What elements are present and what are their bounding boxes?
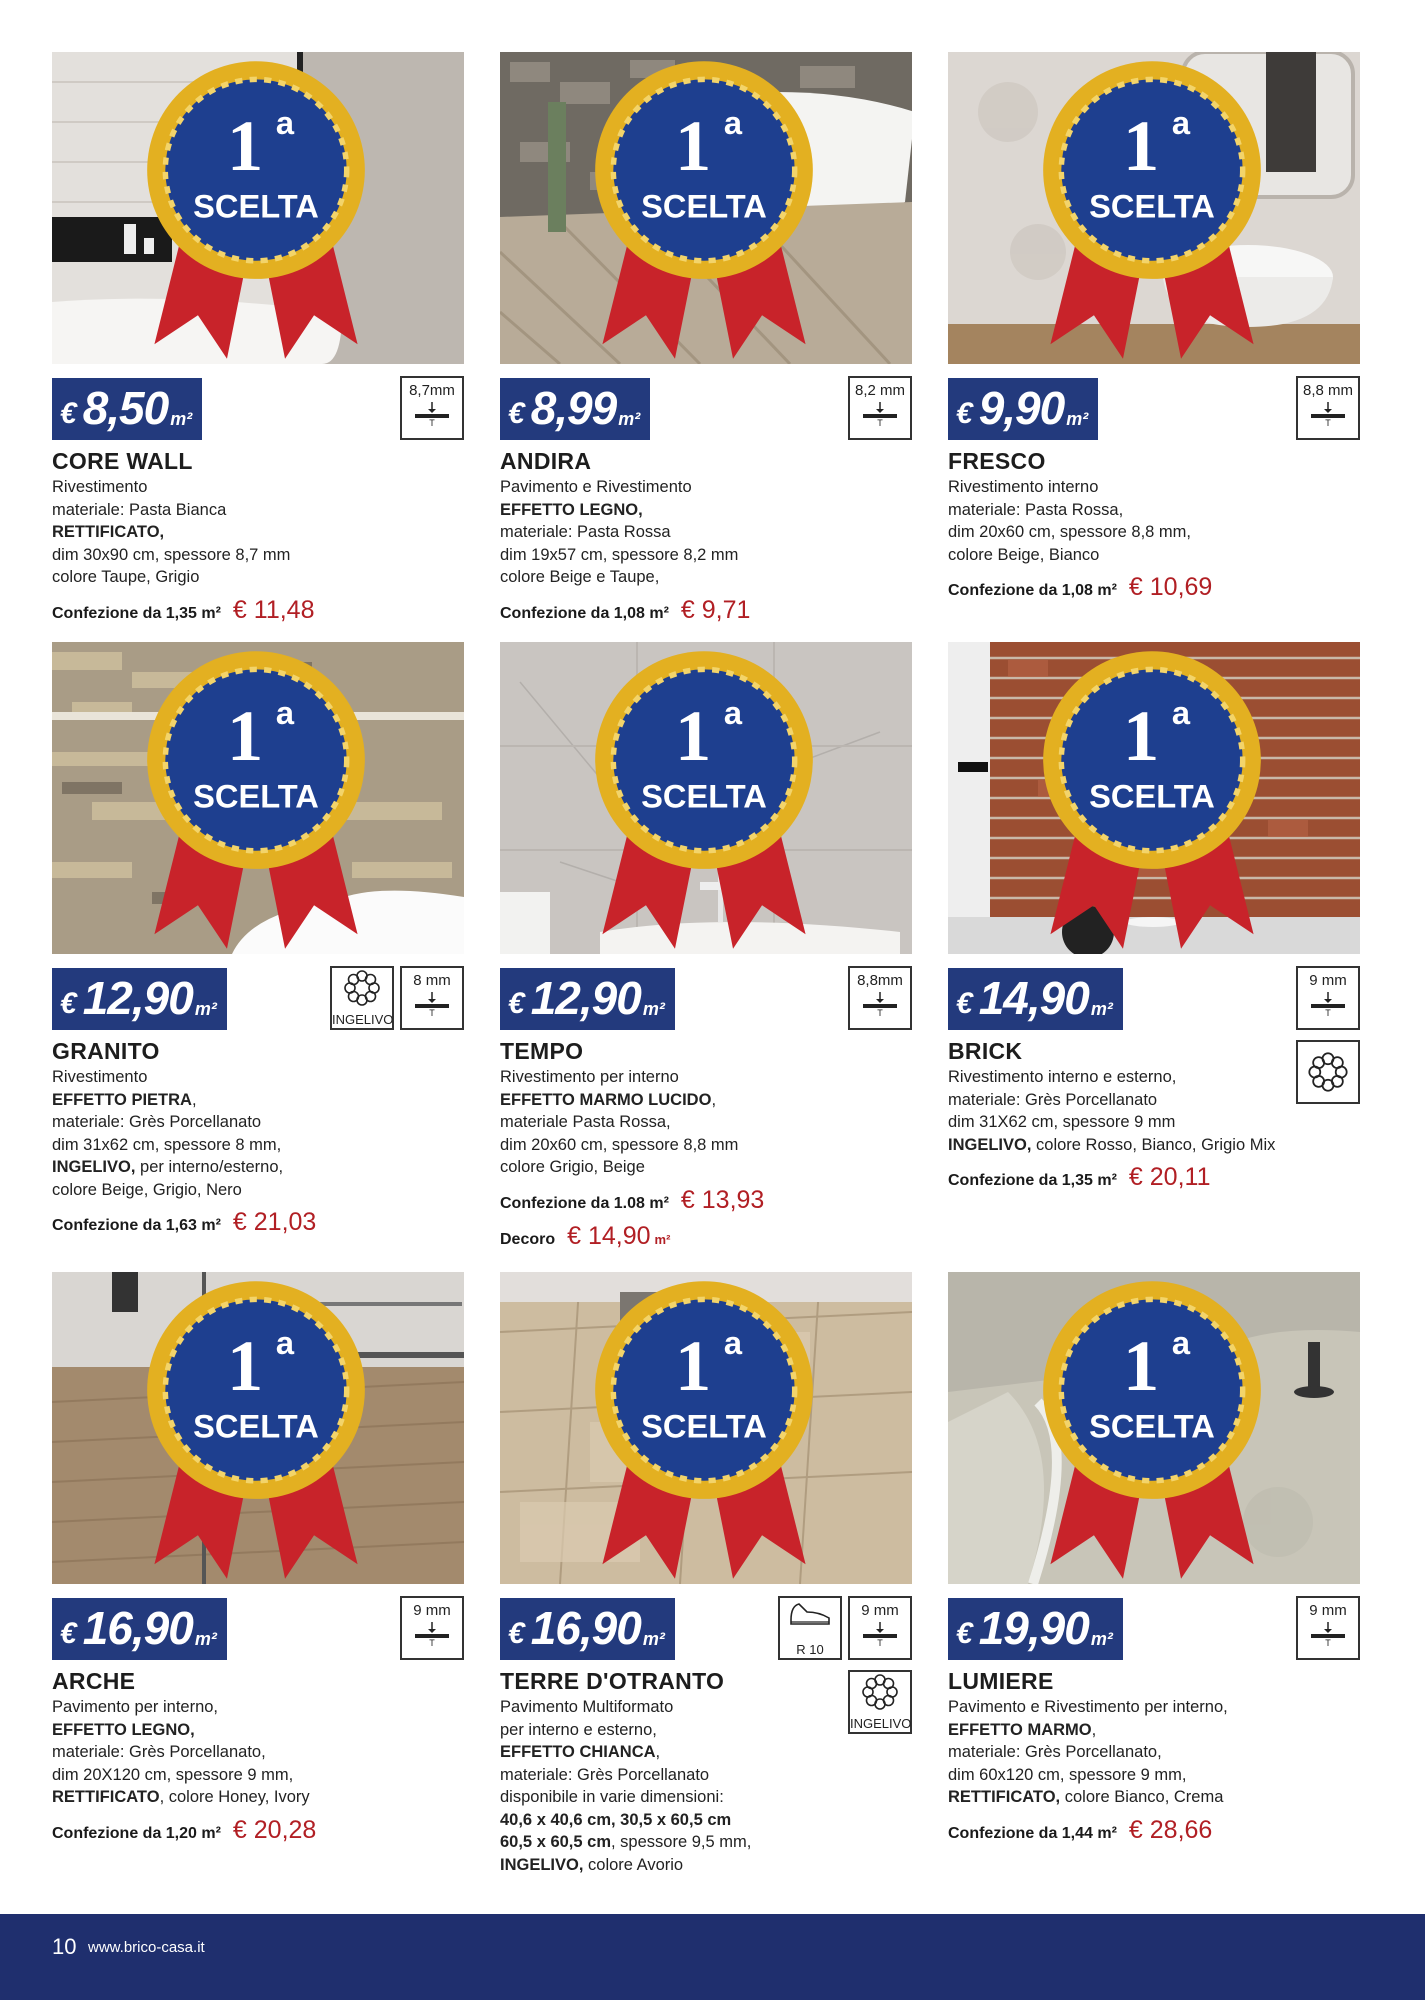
- price-amount: 16,90: [82, 1602, 193, 1654]
- thickness-value: 8,7mm: [409, 382, 455, 399]
- description-line: dim 20x60 cm, spessore 8,8 mm,: [948, 523, 1192, 541]
- svg-text:a: a: [723, 103, 743, 141]
- thickness-badge: [848, 966, 912, 1030]
- thickness-value: 8,8mm: [857, 972, 903, 989]
- thickness-badge: [400, 376, 464, 440]
- svg-text:SCELTA: SCELTA: [193, 777, 319, 815]
- price-tag: [500, 968, 675, 1030]
- description-line: Rivestimento: [52, 1068, 148, 1086]
- package-price: [52, 595, 464, 626]
- package-price: [500, 595, 912, 626]
- product-description: [500, 476, 912, 625]
- svg-text:a: a: [723, 1323, 743, 1361]
- package-price-value: € 9,71: [680, 595, 751, 624]
- package-label: Confezione da 1,44 m²: [948, 1824, 1117, 1842]
- thickness-arrow-icon: [861, 992, 899, 1016]
- thickness-badge: [848, 1596, 912, 1660]
- svg-text:a: a: [275, 1323, 295, 1361]
- package-label: Confezione da 1,08 m²: [948, 582, 1117, 599]
- price-unit: m²: [1066, 409, 1089, 429]
- price-amount: 8,50: [82, 382, 169, 434]
- description-line: materiale: Pasta Rossa,: [948, 500, 1124, 519]
- product-card-tempo[interactable]: [500, 642, 912, 1250]
- product-name: FRESCO: [948, 448, 1046, 474]
- price-amount: 8,99: [530, 382, 617, 434]
- product-description: [52, 476, 464, 625]
- thickness-value: 9 mm: [1309, 1602, 1347, 1619]
- package-price: [52, 1208, 464, 1238]
- price-unit: m²: [1090, 999, 1113, 1019]
- thickness-badge: [1296, 376, 1360, 440]
- product-name: ARCHE: [52, 1668, 136, 1694]
- product-description: [948, 1696, 1360, 1845]
- svg-text:1: 1: [674, 105, 712, 187]
- svg-text:SCELTA: SCELTA: [641, 777, 767, 815]
- product-description: [52, 1066, 464, 1238]
- price-unit: m²: [1090, 1629, 1113, 1649]
- price-amount: 9,90: [978, 382, 1065, 434]
- svg-text:SCELTA: SCELTA: [1089, 777, 1215, 815]
- spec-icons: [1296, 1596, 1360, 1660]
- first-choice-rosette-icon: [948, 54, 1358, 364]
- description-line: disponibile in varie dimensioni:: [500, 1788, 724, 1806]
- thickness-value: 9 mm: [861, 1602, 899, 1619]
- product-name: ANDIRA: [500, 448, 592, 474]
- description-line: RETTIFICATO, colore Bianco, Crema: [948, 1788, 1224, 1806]
- package-price: [500, 1185, 912, 1216]
- price-amount: 19,90: [978, 1602, 1089, 1654]
- product-photo[interactable]: [500, 52, 912, 364]
- svg-text:SCELTA: SCELTA: [641, 1407, 767, 1445]
- price-tag: [948, 1598, 1123, 1660]
- price-unit: m²: [642, 1629, 665, 1649]
- product-description: [52, 1696, 464, 1845]
- package-price-value: € 20,11: [1128, 1163, 1211, 1191]
- price-currency: €: [956, 1617, 973, 1650]
- svg-text:T: T: [877, 1008, 883, 1016]
- product-name: TERRE D'OTRANTO: [500, 1668, 725, 1694]
- description-line: colore Taupe, Grigio: [52, 568, 200, 586]
- price-unit: m²: [618, 409, 641, 429]
- product-card-arche[interactable]: [52, 1272, 464, 1872]
- description-line: EFFETTO LEGNO,: [52, 1720, 195, 1739]
- spec-icons: [848, 966, 912, 1030]
- thickness-badge: [400, 966, 464, 1030]
- svg-text:1: 1: [226, 1325, 264, 1407]
- description-line: materiale: Grès Porcellanato,: [948, 1743, 1162, 1761]
- frost-resistant-icon: [342, 968, 382, 1008]
- first-choice-rosette-icon: [948, 1274, 1358, 1584]
- svg-text:SCELTA: SCELTA: [641, 187, 767, 225]
- package-price-value: € 13,93: [680, 1185, 765, 1214]
- description-line: EFFETTO CHIANCA,: [500, 1743, 661, 1761]
- product-name: TEMPO: [500, 1038, 584, 1064]
- price-tag: [52, 1598, 227, 1660]
- price-unit: m²: [170, 409, 193, 429]
- anti-slip-shoe-icon: [787, 1598, 833, 1628]
- spec-icons: [400, 1596, 464, 1660]
- price-currency: €: [60, 987, 77, 1020]
- package-price: [948, 1815, 1360, 1846]
- spec-icons: [778, 1596, 912, 1660]
- thickness-arrow-icon: [413, 402, 451, 426]
- svg-text:T: T: [1325, 1638, 1331, 1646]
- price-amount: 12,90: [530, 972, 641, 1024]
- package-label: Decoro: [500, 1231, 556, 1248]
- spec-icons: [848, 376, 912, 440]
- thickness-badge: [1296, 966, 1360, 1030]
- description-line: dim 31X62 cm, spessore 9 mm: [948, 1113, 1176, 1131]
- package-price: [948, 1163, 1360, 1193]
- description-line: RETTIFICATO, colore Honey, Ivory: [52, 1788, 310, 1806]
- product-description: [948, 476, 1360, 603]
- price-tag: [52, 378, 202, 440]
- package-price-value: € 11,48: [232, 595, 315, 624]
- svg-text:T: T: [877, 1638, 883, 1646]
- svg-text:1: 1: [674, 695, 712, 777]
- description-line: Pavimento per interno,: [52, 1698, 219, 1716]
- product-photo[interactable]: [500, 1272, 912, 1584]
- package-price-value: € 28,66: [1128, 1815, 1213, 1844]
- price-amount: 12,90: [82, 972, 193, 1024]
- product-card-andira[interactable]: [500, 52, 912, 652]
- product-card-core-wall[interactable]: [52, 52, 464, 652]
- svg-text:a: a: [1171, 103, 1191, 141]
- svg-text:T: T: [877, 418, 883, 426]
- product-card-lumiere[interactable]: [948, 1272, 1360, 1872]
- description-line: materiale: Grès Porcellanato: [52, 1113, 262, 1131]
- description-line: colore Beige, Grigio, Nero: [52, 1180, 242, 1199]
- first-choice-rosette-icon: [500, 644, 910, 954]
- package-label: Confezione da 1,35 m²: [948, 1172, 1117, 1189]
- description-line: Pavimento e Rivestimento per interno,: [948, 1698, 1228, 1716]
- thickness-value: 8,2 mm: [854, 382, 905, 399]
- package-price: [500, 1222, 912, 1252]
- price-currency: €: [956, 397, 973, 430]
- description-line: RETTIFICATO,: [52, 523, 165, 541]
- package-price: [52, 1815, 464, 1846]
- description-line: dim 19x57 cm, spessore 8,2 mm: [500, 545, 739, 564]
- description-line: materiale: Grès Porcellanato: [500, 1765, 710, 1784]
- package-label: Confezione da 1.08 m²: [500, 1194, 669, 1212]
- description-line: materiale: Grès Porcellanato: [948, 1090, 1158, 1109]
- thickness-value: 9 mm: [413, 1602, 451, 1619]
- price-tag: [500, 378, 650, 440]
- product-card-granito[interactable]: [52, 642, 464, 1242]
- shoe-label: R 10: [796, 1642, 824, 1657]
- thickness-value: 8 mm: [413, 972, 451, 989]
- price-currency: €: [956, 987, 973, 1020]
- product-card-terre-dotranto[interactable]: [500, 1272, 912, 1872]
- svg-text:T: T: [1325, 1008, 1331, 1016]
- thickness-arrow-icon: [861, 402, 899, 426]
- product-name: CORE WALL: [52, 448, 193, 474]
- price-tag: [948, 968, 1123, 1030]
- package-label: Confezione da 1,08 m²: [500, 604, 669, 622]
- thickness-arrow-icon: [1309, 1622, 1347, 1646]
- description-line: colore Beige, Bianco: [948, 545, 1100, 564]
- footer-url[interactable]: www.brico-casa.it: [88, 1939, 205, 1956]
- thickness-arrow-icon: [861, 1622, 899, 1646]
- svg-text:a: a: [275, 103, 295, 141]
- svg-text:a: a: [1171, 693, 1191, 731]
- thickness-arrow-icon: [1309, 992, 1347, 1016]
- description-line: materiale: Grès Porcellanato,: [52, 1743, 266, 1761]
- thickness-value: 9 mm: [1309, 972, 1347, 989]
- description-line: EFFETTO PIETRA,: [52, 1090, 197, 1109]
- description-line: INGELIVO, colore Rosso, Bianco, Grigio Mix: [948, 1135, 1276, 1154]
- price-tag: [500, 1598, 675, 1660]
- spec-icons: [1296, 376, 1360, 440]
- thickness-badge: [848, 376, 912, 440]
- thickness-arrow-icon: [413, 1622, 451, 1646]
- svg-text:SCELTA: SCELTA: [193, 1407, 319, 1445]
- svg-text:SCELTA: SCELTA: [1089, 187, 1215, 225]
- thickness-value: 8,8 mm: [1302, 382, 1353, 399]
- thickness-badge: [400, 1596, 464, 1660]
- ingelivo-badge: [330, 966, 394, 1030]
- first-choice-rosette-icon: [948, 644, 1358, 954]
- svg-text:1: 1: [226, 105, 264, 187]
- price-tag: [52, 968, 227, 1030]
- price-amount: 14,90: [978, 972, 1089, 1024]
- price-tag: [948, 378, 1098, 440]
- svg-text:1: 1: [1122, 1325, 1160, 1407]
- description-line: EFFETTO LEGNO,: [500, 500, 643, 519]
- description-line: dim 30x90 cm, spessore 8,7 mm: [52, 545, 291, 564]
- package-price-unit: m²: [654, 1232, 671, 1247]
- thickness-arrow-icon: [413, 992, 451, 1016]
- price-amount: 16,90: [530, 1602, 641, 1654]
- description-line: colore Grigio, Beige: [500, 1158, 645, 1176]
- description-line: 40,6 x 40,6 cm, 30,5 x 60,5 cm: [500, 1810, 732, 1829]
- product-description: [948, 1066, 1360, 1193]
- description-line: Rivestimento per interno: [500, 1068, 679, 1086]
- description-line: materiale: Pasta Rossa: [500, 523, 671, 541]
- first-choice-rosette-icon: [500, 1274, 910, 1584]
- first-choice-rosette-icon: [52, 1274, 462, 1584]
- product-photo[interactable]: [52, 52, 464, 364]
- ingelivo-label: INGELIVO: [850, 1716, 912, 1731]
- price-unit: m²: [642, 999, 665, 1019]
- product-name: LUMIERE: [948, 1668, 1054, 1694]
- price-currency: €: [508, 1617, 525, 1650]
- thickness-arrow-icon: [1309, 402, 1347, 426]
- description-line: dim 60x120 cm, spessore 9 mm,: [948, 1765, 1187, 1784]
- product-photo[interactable]: [52, 642, 464, 954]
- spec-icons: [330, 966, 464, 1030]
- package-price-value: € 10,69: [1128, 573, 1213, 601]
- svg-text:a: a: [723, 693, 743, 731]
- product-photo[interactable]: [948, 1272, 1360, 1584]
- description-line: INGELIVO, per interno/esterno,: [52, 1158, 284, 1176]
- description-line: dim 31x62 cm, spessore 8 mm,: [52, 1135, 282, 1154]
- package-label: Confezione da 1,63 m²: [52, 1217, 221, 1234]
- svg-text:a: a: [1171, 1323, 1191, 1361]
- svg-text:T: T: [429, 1008, 435, 1016]
- description-line: dim 20X120 cm, spessore 9 mm,: [52, 1765, 294, 1784]
- description-line: EFFETTO MARMO LUCIDO,: [500, 1090, 717, 1109]
- description-line: colore Beige e Taupe,: [500, 568, 660, 586]
- description-line: materiale: Pasta Bianca: [52, 500, 227, 519]
- description-line: Rivestimento: [52, 478, 148, 496]
- price-unit: m²: [194, 1629, 217, 1649]
- svg-text:1: 1: [1122, 105, 1160, 187]
- description-line: INGELIVO, colore Avorio: [500, 1855, 684, 1874]
- package-label: Confezione da 1,35 m²: [52, 604, 221, 622]
- svg-text:SCELTA: SCELTA: [193, 187, 319, 225]
- svg-text:1: 1: [1122, 695, 1160, 777]
- description-line: Pavimento e Rivestimento: [500, 478, 692, 496]
- package-price-value: € 20,28: [232, 1815, 317, 1844]
- product-photo[interactable]: [948, 642, 1360, 954]
- description-line: materiale Pasta Rossa,: [500, 1113, 671, 1131]
- package-price-value: € 21,03: [232, 1208, 317, 1236]
- svg-text:1: 1: [674, 1325, 712, 1407]
- thickness-badge: [1296, 1596, 1360, 1660]
- page-number: 10: [52, 1934, 77, 1959]
- description-line: dim 20x60 cm, spessore 8,8 mm: [500, 1135, 739, 1154]
- svg-text:T: T: [429, 1638, 435, 1646]
- description-line: Rivestimento interno: [948, 478, 1099, 496]
- first-choice-rosette-icon: [52, 644, 462, 954]
- product-description: [500, 1696, 912, 1876]
- price-currency: €: [508, 397, 525, 430]
- price-currency: €: [508, 987, 525, 1020]
- price-currency: €: [60, 1617, 77, 1650]
- price-unit: m²: [194, 999, 217, 1019]
- anti-slip-badge: [778, 1596, 842, 1660]
- product-name: BRICK: [948, 1038, 1023, 1064]
- package-price: [948, 573, 1360, 603]
- svg-text:SCELTA: SCELTA: [1089, 1407, 1215, 1445]
- product-photo[interactable]: [948, 52, 1360, 364]
- first-choice-rosette-icon: [500, 54, 910, 364]
- product-card-fresco[interactable]: [948, 52, 1360, 652]
- product-name: GRANITO: [52, 1038, 160, 1064]
- spec-icons: [400, 376, 464, 440]
- svg-text:a: a: [275, 693, 295, 731]
- ingelivo-label: INGELIVO: [332, 1012, 394, 1027]
- description-line: Pavimento Multiformato: [500, 1698, 674, 1716]
- svg-text:T: T: [1325, 418, 1331, 426]
- description-line: per interno e esterno,: [500, 1720, 657, 1739]
- package-price-value: € 14,90: [567, 1222, 651, 1250]
- product-photo[interactable]: [500, 642, 912, 954]
- first-choice-rosette-icon: [52, 54, 462, 364]
- description-line: EFFETTO MARMO,: [948, 1720, 1097, 1739]
- package-label: Confezione da 1,20 m²: [52, 1824, 221, 1842]
- description-line: Rivestimento interno e esterno,: [948, 1068, 1177, 1086]
- product-description: [500, 1066, 912, 1252]
- page-footer: [0, 1914, 1425, 2000]
- svg-text:1: 1: [226, 695, 264, 777]
- price-currency: €: [60, 397, 77, 430]
- description-line: 60,5 x 60,5 cm, spessore 9,5 mm,: [500, 1833, 752, 1851]
- svg-text:T: T: [429, 418, 435, 426]
- product-card-brick[interactable]: [948, 642, 1360, 1242]
- product-photo[interactable]: [52, 1272, 464, 1584]
- spec-icons: [1296, 966, 1360, 1030]
